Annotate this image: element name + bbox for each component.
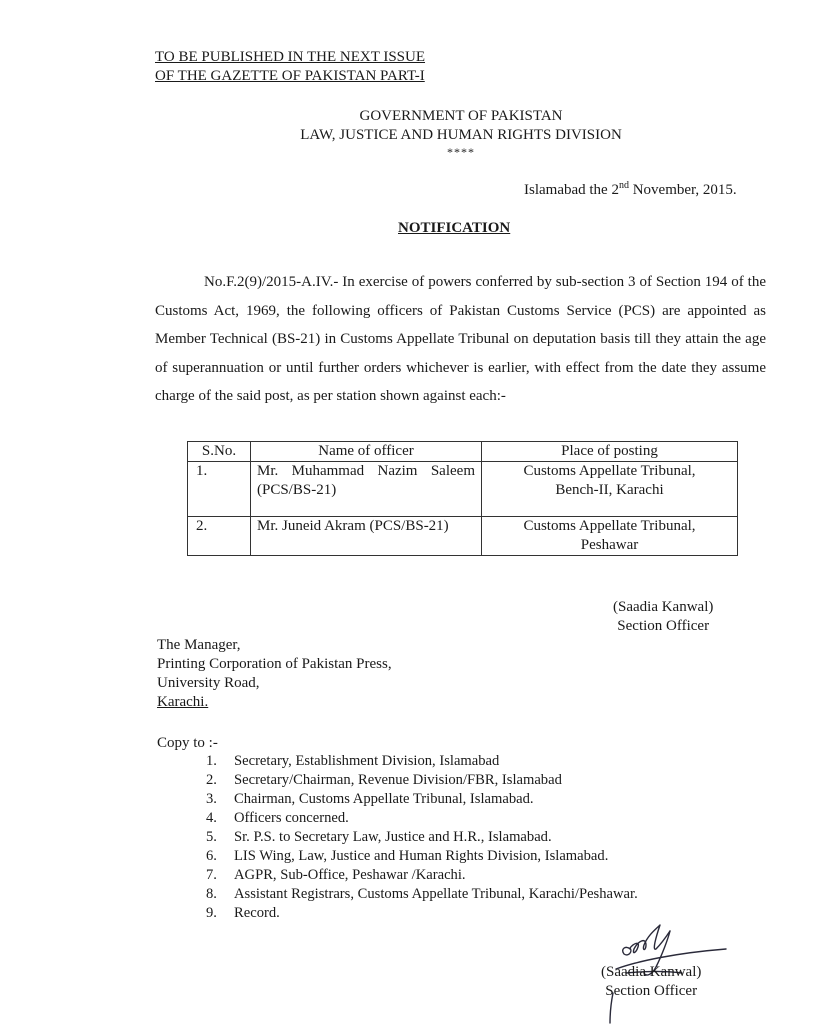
item-text: Record. [234,905,280,921]
header-sno: S.No. [188,442,251,462]
item-text: AGPR, Sub-Office, Peshawar /Karachi. [234,867,466,883]
row-place-of-posting [482,462,738,517]
government-name: GOVERNMENT OF PAKISTAN [359,108,563,124]
item-number: 3. [206,791,217,807]
header-name: Name of officer [251,442,482,462]
place-line: Customs Appellate Tribunal, [523,463,696,479]
row-officer-name [251,517,482,556]
list-item [206,866,638,885]
item-text: Secretary/Chairman, Revenue Division/FBR, Islamabad [234,772,562,788]
addressee-block [157,636,392,712]
place-line: Bench-II, Karachi [555,482,664,498]
date-ordinal-suffix: nd [618,180,629,191]
signatory-designation: Section Officer [605,983,698,999]
item-number: 9. [206,905,217,921]
item-text: Assistant Registrars, Customs Appellate Tribunal, Karachi/Peshawar. [234,886,638,902]
copy-to-label: Copy to :- [157,735,218,751]
signatory-designation: Section Officer [617,618,710,634]
list-item [206,885,638,904]
item-number: 7. [206,867,217,883]
notification-title: NOTIFICATION [398,220,511,236]
copy-to-list [206,752,638,923]
date-line [524,181,737,200]
addressee-line: Printing Corporation of Pakistan Press, [157,656,392,672]
item-number: 8. [206,886,217,902]
officer-grade-line: (PCS/BS-21) [257,482,337,498]
table-row [188,462,738,517]
place-line: Customs Appellate Tribunal, [523,518,696,534]
table-header-row [188,442,738,462]
date-prefix: Islamabad the 2 [524,182,619,198]
list-item [206,771,638,790]
signatory-name: (Saadia Kanwal) [601,964,702,980]
list-item [206,752,638,771]
list-item [206,904,638,923]
item-number: 6. [206,848,217,864]
item-number: 1. [206,753,217,769]
item-number: 2. [206,772,217,788]
signatory-name: (Saadia Kanwal) [613,599,714,615]
addressee-line: The Manager, [157,637,241,653]
row-sno: 1. [188,462,251,517]
list-item [206,828,638,847]
government-heading [280,107,642,159]
place-line: Peshawar [580,537,639,553]
item-text: Secretary, Establishment Division, Islamabad [234,753,500,769]
row-sno: 2. [188,517,251,556]
division-name: LAW, JUSTICE AND HUMAN RIGHTS DIVISION [300,127,622,143]
header-place: Place of posting [482,442,738,462]
officers-table [187,441,738,556]
signatory-block-top [613,598,713,636]
officer-name-line: Mr. Muhammad Nazim Saleem [257,463,475,479]
notification-body: No.F.2(9)/2015-A.IV.- In exercise of powers conferred by sub-section 3 of Section 194 of the Customs Act, 1969, the following officers of Pakistan Customs Service (PCS) are appointed as Member Technical (BS-21) in Customs Appellate Tribunal on deputation basis till they attain the age of superannuation or until further orders whichever is earlier, with effect from the date they assume charge of the said post, as per station shown against each:- [155,274,766,404]
list-item [206,809,638,828]
item-number: 4. [206,810,217,826]
officer-name-line: Mr. Juneid Akram (PCS/BS-21) [257,518,449,534]
row-place-of-posting [482,517,738,556]
date-rest: November, 2015. [628,182,737,198]
addressee-city: Karachi. [157,694,209,710]
item-text: Sr. P.S. to Secretary Law, Justice and H.R., Islamabad. [234,829,552,845]
item-text: Officers concerned. [234,810,349,826]
table-row [188,517,738,556]
signatory-block-bottom [601,963,701,1001]
publish-line-2: OF THE GAZETTE OF PAKISTAN PART-I [155,68,425,84]
list-item [206,790,638,809]
row-officer-name [251,462,482,517]
item-number: 5. [206,829,217,845]
item-text: LIS Wing, Law, Justice and Human Rights Division, Islamabad. [234,848,609,864]
publication-heading [155,48,425,86]
addressee-line: University Road, [157,675,260,691]
publish-line-1: TO BE PUBLISHED IN THE NEXT ISSUE [155,49,426,65]
item-text: Chairman, Customs Appellate Tribunal, Islamabad. [234,791,534,807]
separator-stars: **** [447,145,475,159]
list-item [206,847,638,866]
